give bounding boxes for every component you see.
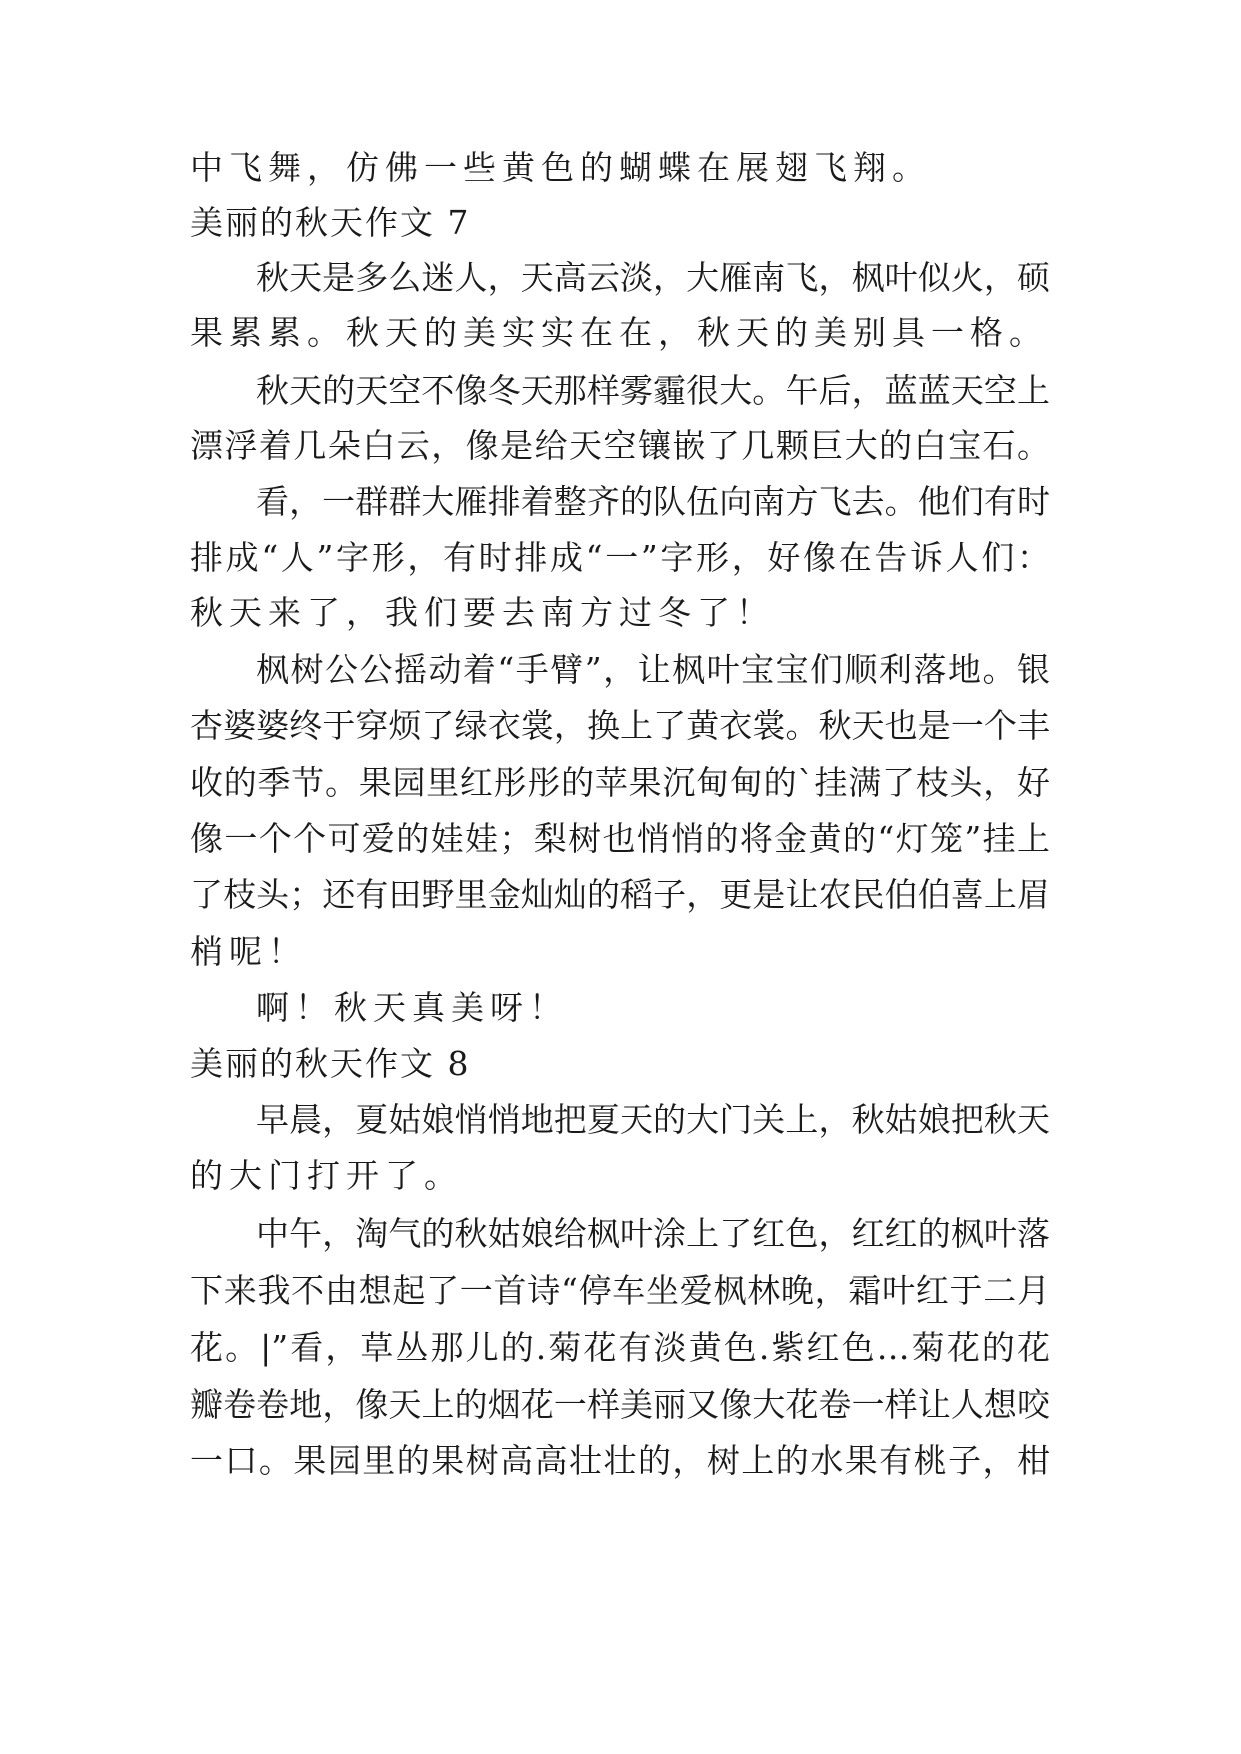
text-line: 秋天的天空不像冬天那样雾霾很大。午后，蓝蓝天空上 <box>256 371 1050 410</box>
text-line: 早晨，夏姑娘悄悄地把夏天的大门关上，秋姑娘把秋天 <box>256 1100 1050 1139</box>
text-line: 花。|”看，草丛那儿的.菊花有淡黄色.紫红色…菊花的花 <box>190 1328 1050 1367</box>
text-line: 的大门打开了。 <box>190 1156 463 1195</box>
text-line: 看，一群群大雁排着整齐的队伍向南方飞去。他们有时 <box>256 482 1050 521</box>
text-line: 梢呢！ <box>190 932 307 971</box>
text-line: 果累累。秋天的美实实在在，秋天的美别具一格。 <box>190 313 1048 352</box>
text-line: 瓣卷卷地，像天上的烟花一样美丽又像大花卷一样让人想咬 <box>190 1385 1050 1424</box>
text-line: 一口。果园里的果树高高壮壮的，树上的水果有桃子，柑 <box>190 1441 1050 1480</box>
text-line: 了枝头；还有田野里金灿灿的稻子，更是让农民伯伯喜上眉 <box>190 875 1050 914</box>
text-line: 杏婆婆终于穿烦了绿衣裳，换上了黄衣裳。秋天也是一个丰 <box>190 706 1050 745</box>
text-line: 秋天是多么迷人，天高云淡，大雁南飞，枫叶似火，硕 <box>256 258 1050 297</box>
text-line: 像一个个可爱的娃娃；梨树也悄悄的将金黄的“灯笼”挂上 <box>190 819 1050 858</box>
section-heading: 美丽的秋天作文 8 <box>190 1044 471 1083</box>
text-line: 排成“人”字形，有时排成“一”字形，好像在告诉人们： <box>190 538 1050 577</box>
text-line: 中午，淘气的秋姑娘给枫叶涂上了红色，红红的枫叶落 <box>256 1214 1050 1253</box>
text-line: 漂浮着几朵白云，像是给天空镶嵌了几颗巨大的白宝石。 <box>190 426 1050 465</box>
text-line: 啊！秋天真美呀！ <box>256 988 568 1027</box>
text-line: 收的季节。果园里红彤彤的苹果沉甸甸的`挂满了枝头，好 <box>190 763 1050 802</box>
text-line: 中飞舞，仿佛一些黄色的蝴蝶在展翅飞翔。 <box>190 148 931 187</box>
section-heading: 美丽的秋天作文 7 <box>190 203 471 242</box>
text-line: 秋天来了，我们要去南方过冬了！ <box>190 593 775 632</box>
text-line: 下来我不由想起了一首诗“停车坐爱枫林晚，霜叶红于二月 <box>190 1271 1050 1310</box>
text-line: 枫树公公摇动着“手臂”，让枫叶宝宝们顺利落地。银 <box>256 650 1050 689</box>
